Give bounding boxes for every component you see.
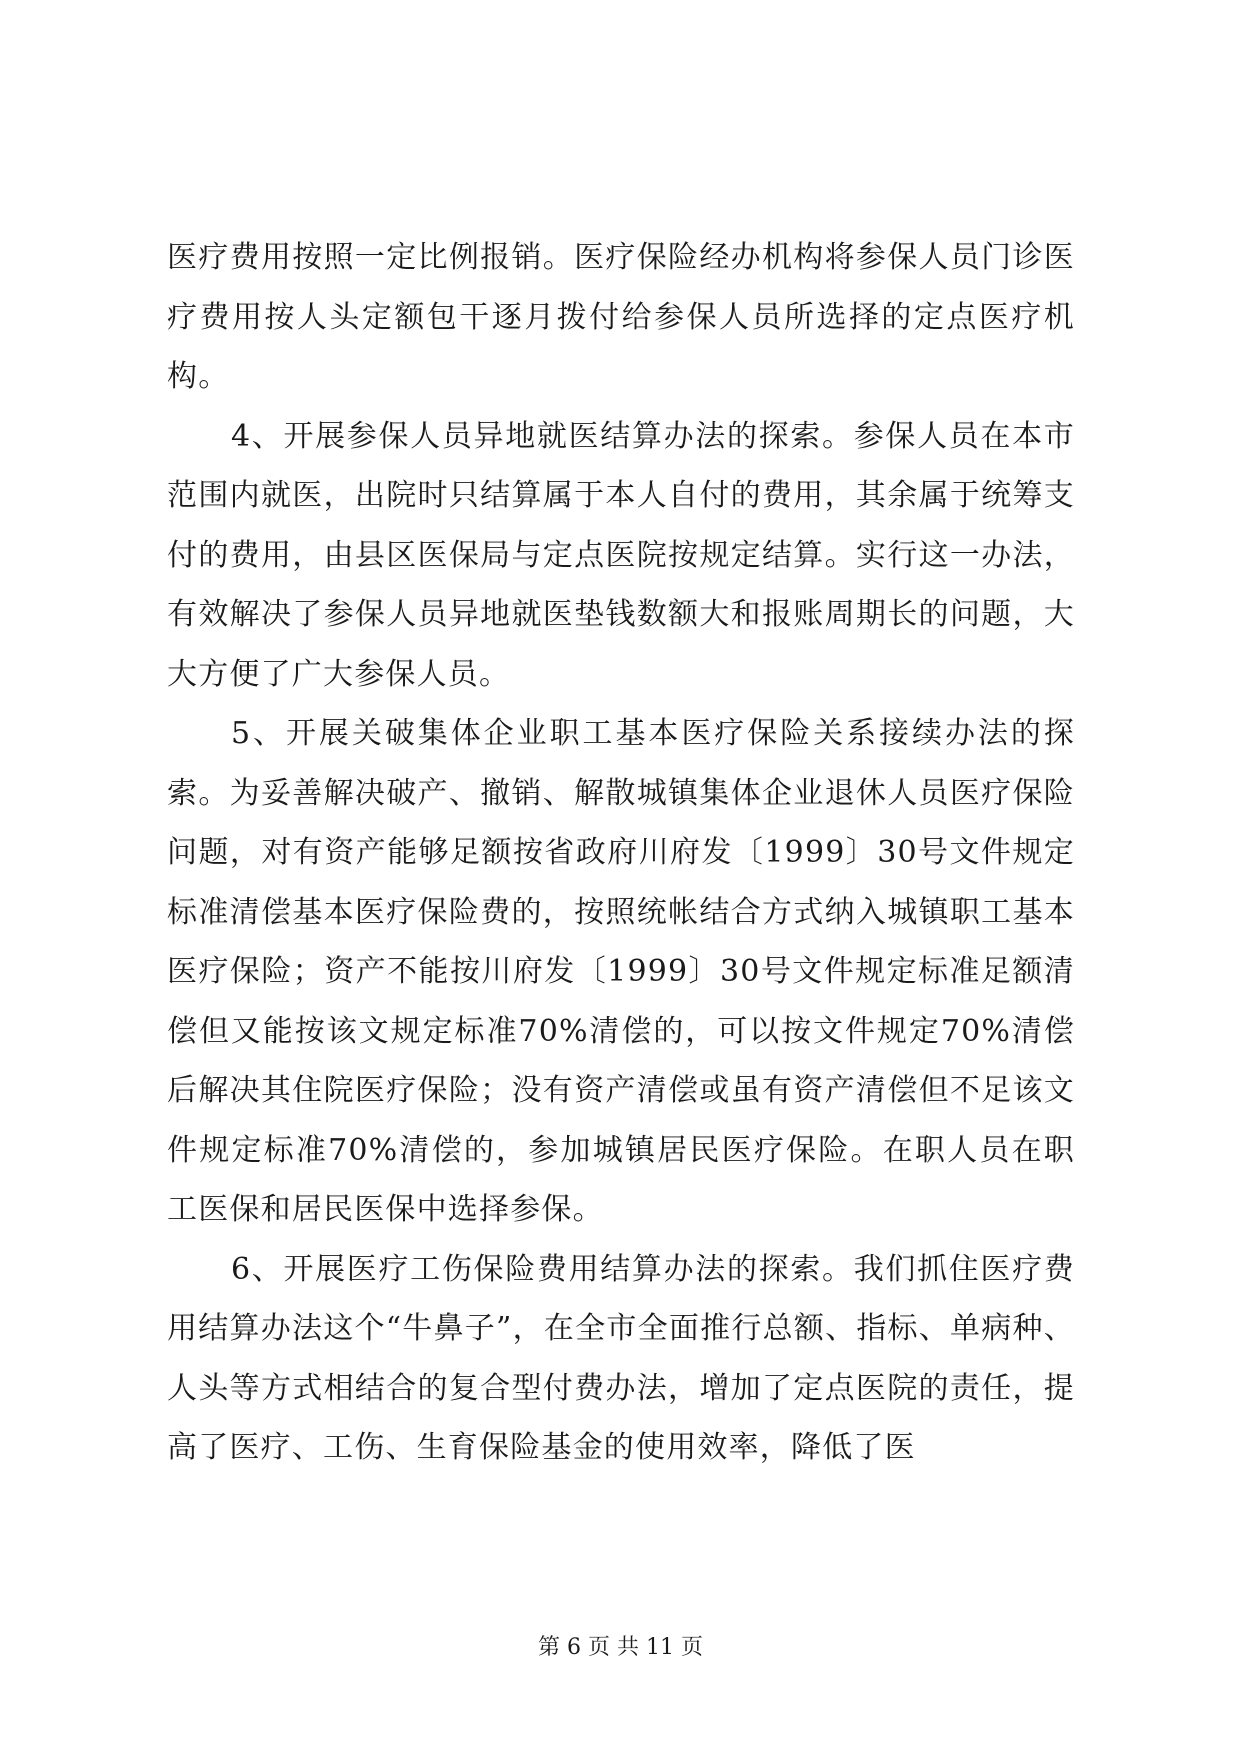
paragraph-item-4: 4、开展参保人员异地就医结算办法的探索。参保人员在本市范围内就医，出院时只结算属于本人自付的费用，其余属于统筹支付的费用，由县区医保局与定点医院按规定结算。实行这一办法，有效解决了参保人员异地就医垫钱数额大和报账周期长的问题，大大方便了广大参保人员。 bbox=[167, 418, 1075, 692]
paragraph-item-5: 5、开展关破集体企业职工基本医疗保险关系接续办法的探索。为妥善解决破产、撤销、解散城镇集体企业退休人员医疗保险问题，对有资产能够足额按省政府川府发〔1999〕30号文件规定标准清偿基本医疗保险费的，按照统帐结合方式纳入城镇职工基本医疗保险；资产不能按川府发〔1999〕30号文件规定标准足额清偿但又能按该文规定标准70%清偿的，可以按文件规定70%清偿后解决其住院医疗保险；没有资产清偿或虽有资产清偿但不足该文件规定标准70%清偿的，参加城镇居民医疗保险。在职人员在职工医保和居民医保中选择参保。 bbox=[167, 716, 1075, 1227]
paragraph-item-6: 6、开展医疗工伤保险费用结算办法的探索。我们抓住医疗费用结算办法这个“牛鼻子”，在全市全面推行总额、指标、单病种、人头等方式相结合的复合型付费办法，增加了定点医院的责任，提高了医疗、工伤、生育保险基金的使用效率，降低了医 bbox=[167, 1251, 1075, 1465]
document-body bbox=[167, 228, 1075, 1478]
paragraph-continuation: 医疗费用按照一定比例报销。医疗保险经办机构将参保人员门诊医疗费用按人头定额包干逐月拨付给参保人员所选择的定点医疗机构。 bbox=[167, 240, 1075, 394]
page-number-footer: 第 6 页 共 11 页 bbox=[538, 1635, 703, 1660]
